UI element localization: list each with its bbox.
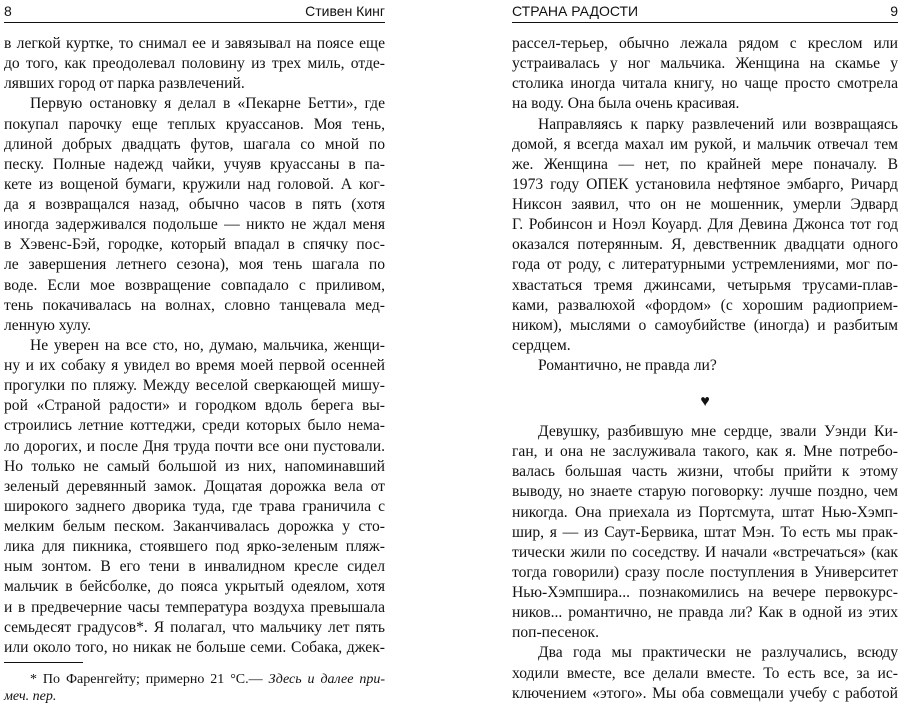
text-line: тогда говорили) сразу после поступления в Университет: [512, 563, 898, 581]
text-line: песку. Полные надежд чайки, учуяв круассаны в па-: [4, 155, 385, 173]
text-line: Но только не самый большой из них, напоминавший: [4, 457, 385, 475]
text-line: ну и их собаку я увидел во время моей первой осенней: [4, 357, 385, 374]
text-line: ле завершения летнего сезона), моя тень шагала по: [4, 256, 385, 274]
page-number: 8: [4, 3, 12, 19]
running-head-right: [512, 2, 898, 23]
text-line: прогулки по пляжу. Между веселой сверкающей мишу-: [4, 377, 385, 395]
text-line: Романтично, не правда ли?: [538, 357, 717, 374]
heart-section-break-icon: ♥: [700, 393, 710, 410]
text-line: ло дорогих, и после Дня труда почти все они пустовали.: [4, 437, 385, 455]
text-line: валась большая часть жизни, чтобы прийти к этому: [512, 463, 898, 481]
footnote-italic: Здесь и далее при-: [268, 672, 386, 687]
text-line: Г. Робинсон и Ноэл Коуард. Для Девина Джонса тот год: [512, 216, 898, 234]
text-line: устраивалась у ног мальчика. Женщина на скамье у: [512, 55, 898, 73]
text-line: ходили вместе, все делали вместе. То есть все, за ис-: [512, 664, 898, 682]
text-line: ным зонтом. В его тени в инвалидном кресле сидел: [4, 558, 385, 576]
running-head-left: [4, 2, 385, 23]
text-line: никогда. Она приехала из Портсмута, штат Нью-Хэмп-: [512, 503, 898, 521]
text-line: мальчик в бейсболке, до пояса укрытый одеялом, хотя: [4, 578, 385, 596]
page-number: 9: [890, 3, 898, 19]
left-body-text: [4, 34, 385, 658]
text-line: да я возвращался назад, обычно часов в пять (хотя: [4, 196, 385, 213]
text-line: иногда задерживался подольше — никто не ждал меня: [4, 216, 385, 234]
text-line: семьдесят градусов*. Я полагал, что мальчику лет пять: [4, 618, 385, 636]
text-line: широкого заднего дворика туда, где трава граничила с: [4, 497, 385, 515]
text-line: мелким белым песком. Заканчивалась дорожка у сто-: [4, 518, 385, 535]
text-line: ленную хулу.: [4, 316, 91, 334]
text-line: длиной добрых двадцать футов, шагала со мной по: [4, 135, 385, 153]
text-line: тень покачивалась на волнах, словно танцевала мед-: [4, 296, 385, 314]
running-title-author: Стивен Кинг: [305, 3, 385, 19]
running-title-book: СТРАНА РАДОСТИ: [512, 3, 639, 19]
text-line: Девушку, разбившую мне сердце, звали Уэнди Ки-: [538, 423, 898, 440]
text-line: года от роду, с литературными устремлениями, мог по-: [512, 256, 898, 274]
text-line: ников... романтично, не правда ли? Как в одной из этих: [512, 604, 898, 622]
text-line: Нью-Хэмпшира... познакомились на вечере первокурс-: [512, 584, 898, 601]
text-line: Никсон заявил, что он не мошенник, умерли Эдвард: [512, 196, 898, 213]
text-line: Два года мы практически не разлучались, всюду: [538, 644, 898, 662]
text-line: Направляясь к парку развлечений или возвращаясь: [538, 115, 898, 133]
text-line: кете из вощеной бумаги, кружили над головой. А ког-: [4, 175, 385, 193]
text-line: оказался потерянным. Я, девственник двадцати одного: [512, 236, 898, 254]
text-line: ключением «этого». Мы оба совмещали учебу с работой: [512, 684, 898, 702]
footnote: [4, 671, 385, 705]
footnote-divider: [4, 662, 83, 663]
text-line: тически жили по соседству. И начали «встречаться» (как: [512, 543, 898, 561]
text-line: Первую остановку я делал в «Пекарне Бетти», где: [30, 95, 385, 113]
text-line: Не уверен на все сто, но, думаю, мальчика, женщи-: [30, 336, 385, 354]
text-line: на воду. Она была очень красивая.: [512, 95, 740, 113]
text-line: рой «Страной радости» и городком вдоль берега вы-: [4, 397, 385, 415]
text-line: ган, и она не заслуживала такого, как я. Мне потребо-: [512, 443, 898, 461]
text-line: воде. Если мое возвращение совпадало с приливом,: [4, 276, 385, 294]
text-line: сердцем.: [512, 336, 571, 354]
text-line: хвастаться тремя джинсами, четырьмя трусами-плав-: [512, 276, 898, 294]
text-line: поп-песенок.: [512, 624, 599, 642]
text-line: шир, я — из Саут-Бервика, штат Мэн. То есть мы прак-: [512, 523, 898, 541]
text-line: ником), мыслями о самоубийстве (иногда) и разбитым: [512, 316, 898, 334]
text-line: домой, я всегда махал им рукой, и мальчик отвечал тем: [512, 135, 898, 153]
text-line: покупал парочку еще теплых круассанов. Моя тень,: [4, 115, 385, 133]
text-line: же. Женщина — нет, по крайней мере поначалу. В: [512, 155, 898, 173]
text-line: зеленый деревянный замок. Дощатая дорожка вела от: [4, 477, 385, 495]
text-line: рассел-терьер, обычно лежала рядом с креслом или: [512, 35, 898, 52]
text-line: столика иногда читала книгу, но чаще просто смотрела: [512, 75, 898, 93]
text-line: до того, как преодолевал половину из трех миль, отде-: [4, 55, 385, 73]
text-line: лика для пикника, стоявшего под ярко-зеленым пляж-: [4, 538, 385, 556]
right-body-text-2: [512, 422, 898, 704]
text-line: в Хэвенс-Бэй, городке, который впадал в спячку пос-: [4, 236, 385, 254]
footnote-text: * По Фаренгейту; примерно 21 °С.—: [30, 672, 269, 687]
text-line: ками, развалюхой «фордом» (с хорошим радиоприем-: [512, 296, 898, 314]
text-line: и в предвечерние часы температура воздуха превышала: [4, 598, 385, 616]
text-line: лявших город от парка развлечений.: [4, 75, 245, 93]
text-line: 1973 году ОПЕК установила нефтяное эмбарго, Ричард: [512, 175, 898, 193]
text-line: выводу, но знаете старую поговорку: лучше поздно, чем: [512, 483, 898, 501]
text-line: или около того, но никак не больше семи. Собака, джек-: [4, 638, 385, 656]
text-line: в легкой куртке, то снимал ее и завязывал на поясе еще: [4, 35, 385, 52]
footnote-italic-cont: меч. пер.: [4, 689, 57, 704]
right-body-text-1: [512, 34, 898, 376]
text-line: строились летние коттеджи, среди которых было нема-: [4, 417, 385, 435]
